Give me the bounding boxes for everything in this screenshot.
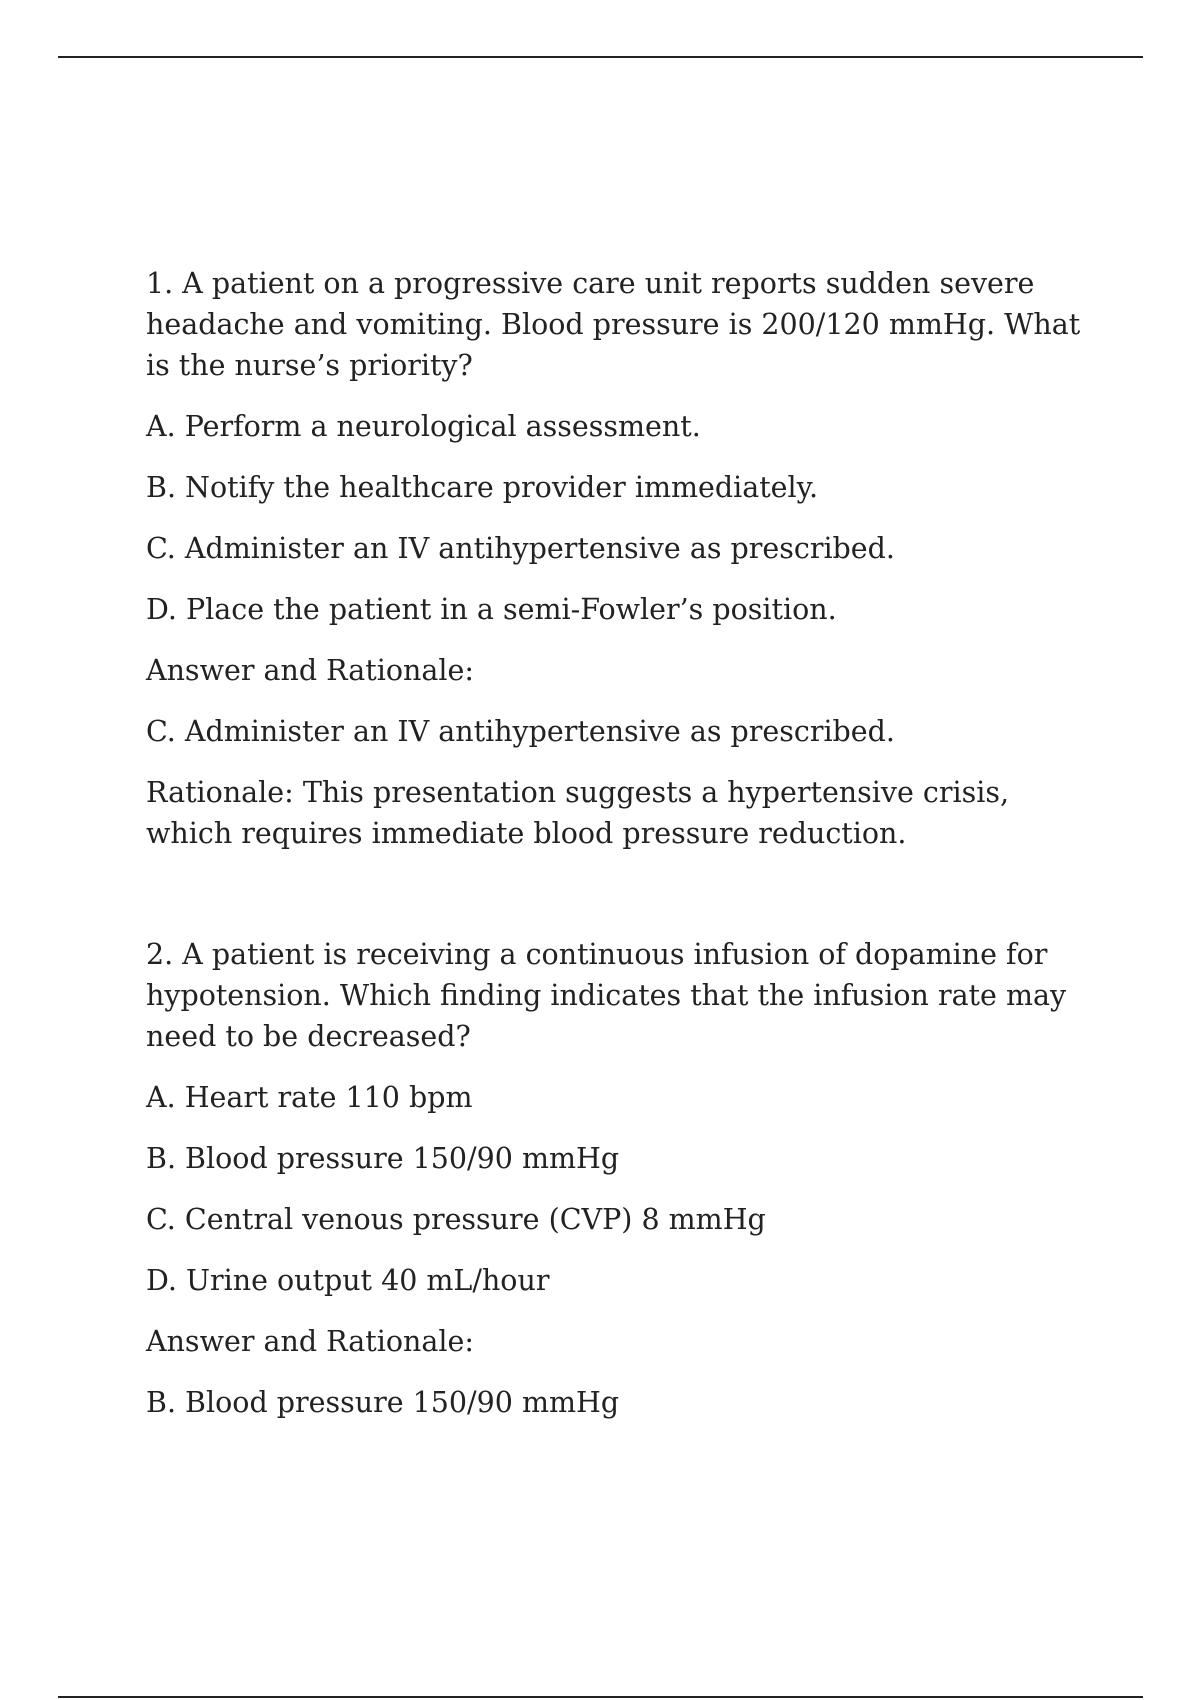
question-1-option-d: D. Place the patient in a semi-Fowler’s position. [146,593,837,626]
question-1-option-a: A. Perform a neurological assessment. [146,410,701,443]
question-2-answer: B. Blood pressure 150/90 mmHg [146,1386,620,1419]
question-1-answer: C. Administer an IV antihypertensive as prescribed. [146,715,895,748]
question-2-option-c: C. Central venous pressure (CVP) 8 mmHg [146,1203,766,1236]
question-2-answer-heading: Answer and Rationale: [146,1325,474,1358]
question-2-stem: 2. A patient is receiving a continuous infusion of dopamine for hypotension. Which finding indicates that the infusion rate may need to be decreased? [146,938,1067,1053]
question-2 [146,934,1096,1423]
question-2-option-a: A. Heart rate 110 bpm [146,1081,473,1114]
question-1-option-c: C. Administer an IV antihypertensive as prescribed. [146,532,895,565]
question-2-option-d: D. Urine output 40 mL/hour [146,1264,550,1297]
footer-rule [58,1696,1143,1698]
header-rule [58,56,1143,58]
question-2-option-b: B. Blood pressure 150/90 mmHg [146,1142,620,1175]
question-1-answer-heading: Answer and Rationale: [146,654,474,687]
question-1 [146,263,1096,854]
question-1-stem: 1. A patient on a progressive care unit reports sudden severe headache and vomiting. Blood pressure is 200/120 mmHg. What is the nurse’s priority? [146,267,1081,382]
document-body [146,263,1096,1423]
question-1-rationale: Rationale: This presentation suggests a hypertensive crisis, which requires immediate blood pressure reduction. [146,776,1010,850]
question-1-option-b: B. Notify the healthcare provider immediately. [146,471,819,504]
